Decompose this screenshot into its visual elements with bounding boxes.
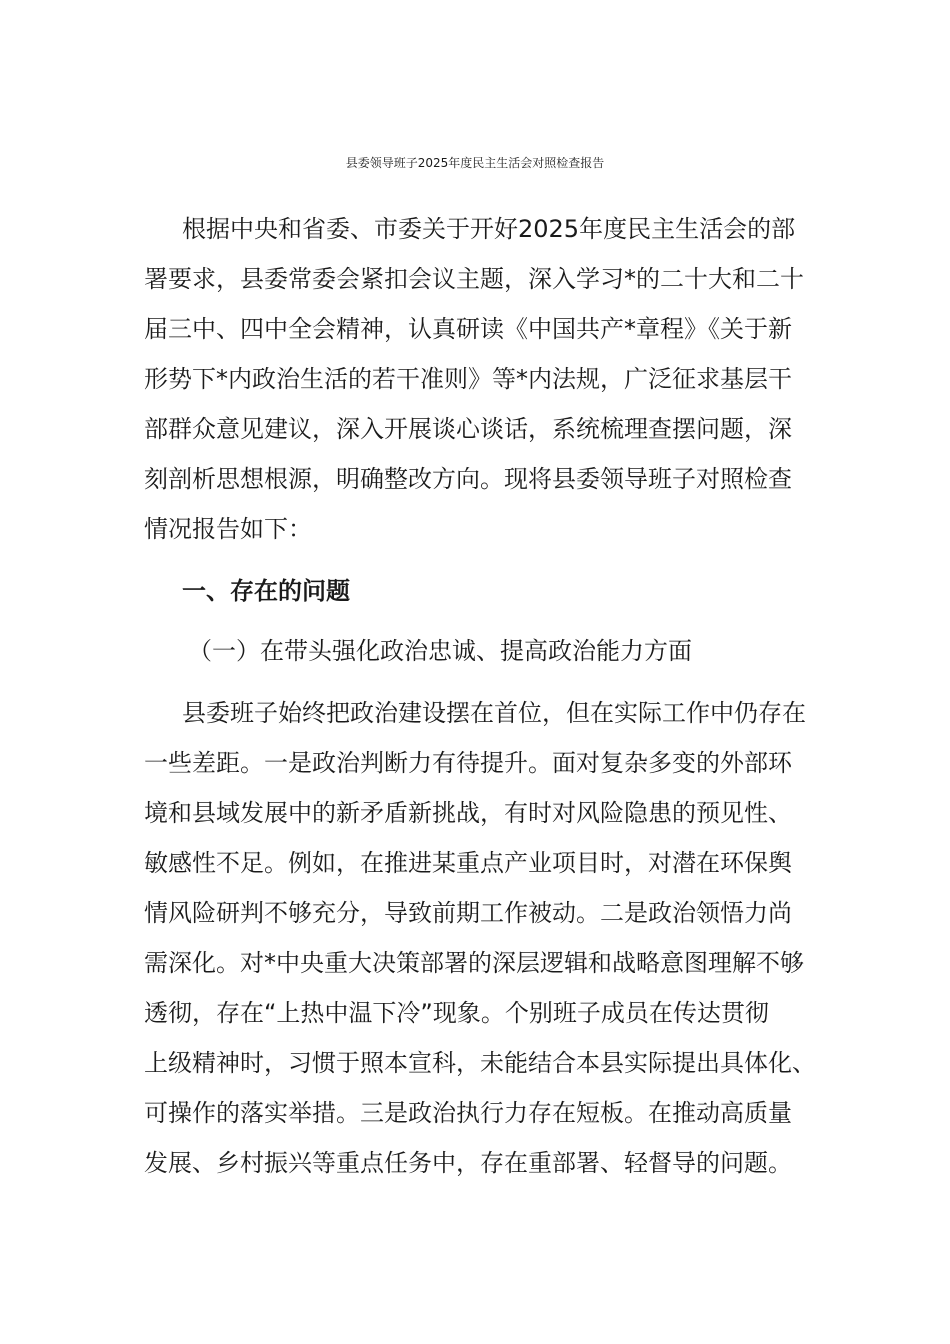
body-line-8: 上级精神时，习惯于照本宣科，未能结合本县实际提出具体化、	[144, 1049, 816, 1077]
intro-line-3: 届三中、四中全会精神，认真研读《中国共产*章程》《关于新	[144, 315, 792, 343]
body-line-1: 县委班子始终把政治建设摆在首位，但在实际工作中仍存在	[182, 699, 806, 727]
intro-line-7: 情况报告如下：	[144, 515, 312, 543]
body-line-3: 境和县域发展中的新矛盾新挑战，有时对风险隐患的预见性、	[144, 799, 792, 827]
intro-line-5: 部群众意见建议，深入开展谈心谈话，系统梳理查摆问题，深	[144, 415, 792, 443]
body-line-9: 可操作的落实举措。三是政治执行力存在短板。在推动高质量	[144, 1099, 792, 1127]
intro-line-6: 刻剖析思想根源，明确整改方向。现将县委领导班子对照检查	[144, 465, 792, 493]
section-heading-problems: 一、存在的问题	[182, 577, 350, 605]
body-line-5: 情风险研判不够充分，导致前期工作被动。二是政治领悟力尚	[144, 899, 792, 927]
body-line-10: 发展、乡村振兴等重点任务中，存在重部署、轻督导的问题。	[144, 1149, 792, 1177]
document-title: 县委领导班子2025年度民主生活会对照检查报告	[345, 156, 605, 170]
intro-line-4: 形势下*内政治生活的若干准则》等*内法规，广泛征求基层干	[144, 365, 792, 393]
body-line-7: 透彻，存在“上热中温下冷”现象。个别班子成员在传达贯彻	[144, 999, 769, 1027]
intro-line-1: 根据中央和省委、市委关于开好2025年度民主生活会的部	[182, 215, 796, 243]
body-line-4: 敏感性不足。例如，在推进某重点产业项目时，对潜在环保舆	[144, 849, 792, 877]
subsection-heading-political: （一）在带头强化政治忠诚、提高政治能力方面	[188, 637, 692, 665]
body-line-2: 一些差距。一是政治判断力有待提升。面对复杂多变的外部环	[144, 749, 792, 777]
intro-line-2: 署要求，县委常委会紧扣会议主题，深入学习*的二十大和二十	[144, 265, 804, 293]
body-line-6: 需深化。对*中央重大决策部署的深层逻辑和战略意图理解不够	[144, 949, 804, 977]
